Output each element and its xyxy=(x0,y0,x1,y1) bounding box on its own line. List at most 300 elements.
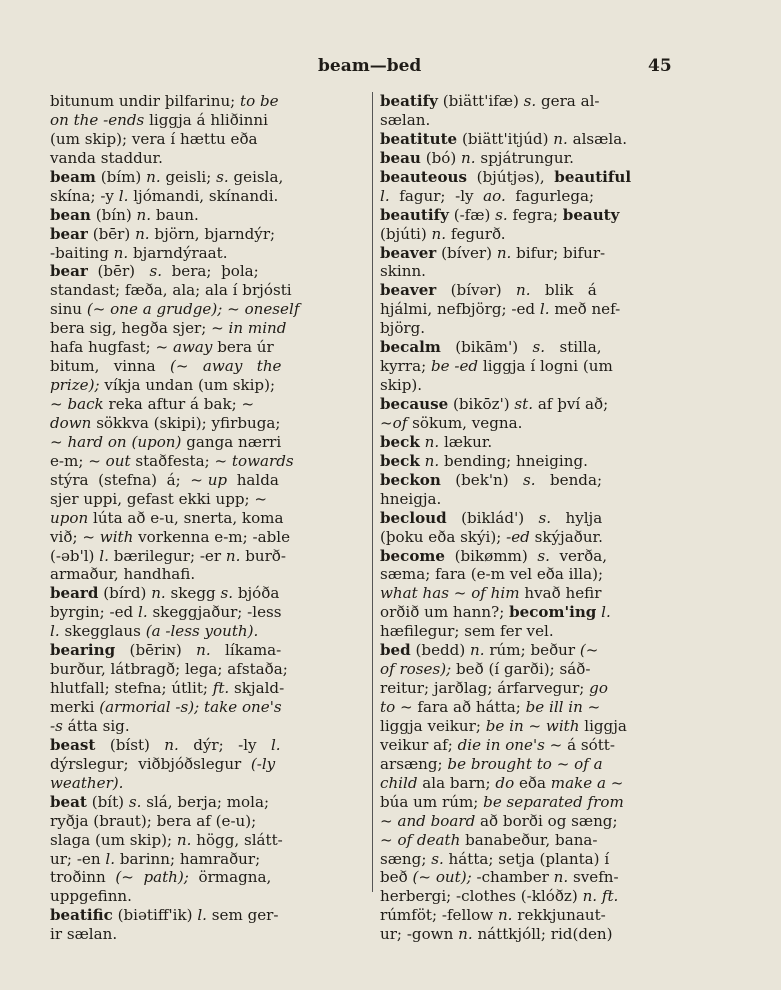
definition-text: (bek'n) xyxy=(440,470,524,489)
definition-text: -baiting xyxy=(50,243,114,262)
definition-text: (bedd) xyxy=(410,641,471,660)
definition-text: slaga (um skip); xyxy=(50,830,177,849)
text-line xyxy=(380,111,680,130)
text-line xyxy=(380,528,680,547)
text-line xyxy=(50,717,368,736)
italic-text: (~ path); xyxy=(115,868,189,887)
text-line xyxy=(50,906,368,925)
italic-text: s. xyxy=(523,92,537,110)
text-line xyxy=(380,603,680,622)
definition-text: merki xyxy=(50,698,100,716)
definition-text: bjarndýraat. xyxy=(128,243,228,262)
text-line xyxy=(50,736,368,755)
italic-text: on the -ends xyxy=(50,110,145,129)
text-line xyxy=(50,660,368,679)
definition-text: ur; -en xyxy=(50,849,106,868)
italic-text: n. xyxy=(496,243,512,262)
text-line xyxy=(380,565,680,584)
text-line xyxy=(380,736,680,755)
definition-text: á sótt- xyxy=(562,735,615,754)
definition-text: dýrslegur; viðbjóðslegur xyxy=(50,754,251,773)
text-line xyxy=(380,319,680,338)
text-line xyxy=(380,868,680,887)
text-line xyxy=(50,92,368,111)
definition-text: hylja xyxy=(551,508,603,527)
headword: beard xyxy=(50,584,99,603)
italic-text: (~ one a grudge); ~ oneself xyxy=(86,300,300,319)
definition-text: fegurð. xyxy=(446,224,506,243)
definition-text: bifur; bifur- xyxy=(511,243,606,262)
text-line xyxy=(380,206,680,225)
italic-text: l. xyxy=(105,849,116,868)
definition-text: (bjútjəs), xyxy=(467,167,555,186)
definition-text: með nef- xyxy=(549,300,621,319)
definition-text: baun. xyxy=(151,205,199,224)
definition-text: skýjaður. xyxy=(529,527,603,546)
text-line xyxy=(50,831,368,850)
text-line xyxy=(380,395,680,414)
italic-text: n. xyxy=(113,243,129,262)
definition-text: skína; -y xyxy=(50,186,119,205)
definition-text: (bikømm) xyxy=(445,546,538,565)
italic-text: n. xyxy=(470,641,485,660)
definition-text: fegra; xyxy=(507,205,563,224)
text-line xyxy=(380,774,680,793)
italic-text: l. xyxy=(118,186,129,205)
definition-text: hæfilegur; sem fer vel. xyxy=(380,622,554,641)
text-line xyxy=(380,281,680,300)
definition-text: spjátrungur. xyxy=(475,148,574,167)
headword: become xyxy=(380,546,445,565)
definition-text: reka aftur á bak; xyxy=(103,395,242,413)
text-line xyxy=(380,471,680,490)
italic-text: s. xyxy=(149,262,163,281)
headword: beauteous xyxy=(380,167,468,186)
definition-text: hjálmi, nefbjörg; -ed xyxy=(380,300,540,319)
text-line xyxy=(380,357,680,376)
text-line xyxy=(50,528,368,547)
italic-text: child xyxy=(380,773,418,792)
text-line xyxy=(380,584,680,603)
definition-text: lúta að e-u, snerta, koma xyxy=(88,508,284,527)
text-line xyxy=(380,262,680,281)
text-line xyxy=(380,887,680,906)
definition-text: liggja xyxy=(579,716,627,735)
italic-text: (armorial -s); take one's xyxy=(99,698,282,716)
definition-text: fara að hátta; xyxy=(412,698,526,716)
definition-text: veikur af; xyxy=(380,735,458,754)
text-line xyxy=(50,433,368,452)
italic-text: ~ away xyxy=(155,338,213,357)
text-line xyxy=(380,452,680,471)
definition-text: sökum, vegna. xyxy=(407,413,523,432)
italic-text: go xyxy=(589,679,608,698)
definition-text: verða, xyxy=(549,546,608,565)
definition-text: (bikām') xyxy=(440,338,533,357)
definition-text: stýra (stefna) á; xyxy=(50,470,191,489)
italic-text: s. xyxy=(538,508,552,527)
headword: bean xyxy=(50,205,91,224)
text-line xyxy=(50,319,368,338)
text-line xyxy=(380,92,680,111)
italic-text: be ill in ~ xyxy=(525,698,601,716)
definition-text: (biklád') xyxy=(446,508,539,527)
definition-text: örmagna, xyxy=(188,868,272,887)
italic-text: (~ away the xyxy=(169,357,282,376)
definition-text: (biätt'itjúd) xyxy=(457,129,554,148)
definition-text: skegglaus xyxy=(59,622,146,641)
italic-text: n. xyxy=(424,451,440,470)
definition-text: byrgin; -ed xyxy=(50,603,138,622)
italic-text: n. xyxy=(164,735,179,754)
italic-text: what has ~ of him xyxy=(380,584,520,603)
italic-text: be separated from xyxy=(483,792,624,811)
text-line xyxy=(50,357,368,376)
headword: beat xyxy=(50,792,87,811)
text-line xyxy=(380,793,680,812)
text-line xyxy=(380,509,680,528)
definition-text: bitunum undir þilfarinu; xyxy=(50,92,241,110)
definition-text: náttkjóll; rid(den) xyxy=(472,925,613,944)
definition-text: (biətiff'ik) xyxy=(112,906,198,925)
definition-text: bera; þola; xyxy=(162,262,259,281)
definition-text: liggja í logni (um xyxy=(478,357,613,376)
definition-text: (bít) xyxy=(86,792,129,811)
text-line xyxy=(50,414,368,433)
italic-text: l. xyxy=(197,906,207,925)
text-line xyxy=(50,887,368,906)
italic-text: n. xyxy=(458,925,473,944)
definition-text: bitum, vinna xyxy=(50,357,170,376)
italic-text: ~ of death xyxy=(380,830,461,849)
definition-text: geisli; xyxy=(160,167,217,186)
text-line xyxy=(380,187,680,206)
definition-text: sökkva (skipi); yfirbuga; xyxy=(91,413,281,432)
italic-text: n. xyxy=(424,432,440,451)
italic-text: n. ft. xyxy=(582,887,619,906)
definition-text: bending; hneiging. xyxy=(439,451,588,470)
definition-text: uppgefinn. xyxy=(50,887,132,906)
italic-text: ft. xyxy=(212,679,230,698)
text-line xyxy=(380,490,680,509)
text-line xyxy=(380,338,680,357)
italic-text: ~ with xyxy=(82,527,134,546)
definition-text: benda; xyxy=(535,470,603,489)
italic-text: to ~ xyxy=(380,698,413,716)
text-line xyxy=(50,584,368,603)
italic-text: die in one's ~ xyxy=(457,735,563,754)
text-line xyxy=(50,395,368,414)
definition-text: (bēr) xyxy=(87,262,150,281)
definition-text: e-m; xyxy=(50,451,89,470)
definition-text: (bíver) xyxy=(436,243,497,262)
definition-text: sinu xyxy=(50,300,87,319)
italic-text: s. xyxy=(216,167,229,186)
headword: beatitute xyxy=(380,129,458,148)
definition-text: bera úr xyxy=(212,338,274,357)
definition-text: víkja undan (um skip); xyxy=(99,376,276,395)
text-line xyxy=(50,622,368,641)
italic-text: ~ hard on (upon) xyxy=(50,432,182,451)
text-line xyxy=(50,698,368,717)
definition-text: standast; fæða, ala; ala í brjósti xyxy=(50,281,292,300)
definition-text: armaður, handhafi. xyxy=(50,565,196,584)
definition-text: ur; -gown xyxy=(380,925,459,944)
italic-text: s. xyxy=(532,338,546,357)
text-line xyxy=(50,206,368,225)
definition-text: (bín) xyxy=(90,205,137,224)
definition-text: stilla, xyxy=(545,338,602,357)
headword: beck xyxy=(380,432,420,451)
right-column xyxy=(380,92,680,944)
definition-text: við; xyxy=(50,527,83,546)
definition-text: beð (í garði); sáð- xyxy=(451,660,591,679)
italic-text: prize); xyxy=(50,376,100,395)
italic-text: -ed xyxy=(506,527,530,546)
definition-text: dýr; -ly xyxy=(178,735,271,754)
definition-text: (bēr) xyxy=(87,224,136,243)
headword: bear xyxy=(50,262,88,281)
definition-text: (-fæ) xyxy=(448,205,496,224)
definition-text: hátta; setja (planta) í xyxy=(443,849,610,868)
italic-text: (~ xyxy=(579,641,599,660)
italic-text: to be xyxy=(240,92,279,110)
definition-text: sæng; xyxy=(380,849,432,868)
definition-text: skegg xyxy=(165,584,221,603)
text-line xyxy=(380,300,680,319)
text-line xyxy=(50,774,368,793)
left-column xyxy=(50,92,368,944)
text-line xyxy=(380,679,680,698)
definition-text: bjóða xyxy=(233,584,280,603)
text-line xyxy=(50,281,368,300)
definition-text: kyrra; xyxy=(380,357,431,376)
definition-text: skjald- xyxy=(229,679,285,698)
definition-text: ir sælan. xyxy=(50,925,118,944)
definition-text: beð xyxy=(380,868,413,887)
headword: bearing xyxy=(50,641,116,660)
text-line xyxy=(380,755,680,774)
text-line xyxy=(50,149,368,168)
page-number: 45 xyxy=(648,56,672,76)
definition-text: geisla, xyxy=(228,167,284,186)
text-line xyxy=(50,452,368,471)
text-line xyxy=(380,641,680,660)
text-line xyxy=(50,603,368,622)
definition-text: (bó) xyxy=(420,148,462,167)
definition-text: gera al- xyxy=(536,92,600,110)
definition-text: blik á xyxy=(530,281,597,300)
definition-text: banabeður, bana- xyxy=(460,830,598,849)
definition-text: troðinn xyxy=(50,868,116,887)
headword: beam xyxy=(50,167,96,186)
definition-text: björg. xyxy=(380,319,426,338)
italic-text: n. xyxy=(431,224,447,243)
definition-text: liggja á hliðinni xyxy=(144,110,268,129)
definition-text: rúm; beður xyxy=(484,641,580,660)
definition-text: hvað hefir xyxy=(519,584,602,603)
definition-text: skip). xyxy=(380,376,423,395)
definition-text: sem ger- xyxy=(207,906,279,925)
definition-text: arsæng; xyxy=(380,754,448,773)
headword: beaver xyxy=(380,243,437,262)
definition-text: sæma; fara (e-m vel eða illa); xyxy=(380,565,604,584)
text-line xyxy=(50,111,368,130)
text-line xyxy=(380,925,680,944)
italic-text: make a ~ xyxy=(550,773,624,792)
definition-text: staðfesta; xyxy=(130,451,215,470)
text-line xyxy=(50,868,368,887)
text-line xyxy=(380,547,680,566)
definition-text: búa um rúm; xyxy=(380,792,484,811)
text-line xyxy=(380,906,680,925)
definition-text: rúmföt; -fellow xyxy=(380,906,498,925)
italic-text: st. xyxy=(514,395,534,413)
definition-text: (bíst) xyxy=(95,735,165,754)
italic-text: n. xyxy=(176,830,192,849)
definition-text: (bikōz') xyxy=(448,395,515,413)
definition-text: átta sig. xyxy=(62,716,130,735)
definition-text: hafa hugfast; xyxy=(50,338,156,357)
headword: beau xyxy=(380,148,421,167)
headword: beckon xyxy=(380,470,441,489)
text-line xyxy=(50,641,368,660)
italic-text: l. xyxy=(270,735,281,754)
text-line xyxy=(50,925,368,944)
text-line xyxy=(50,168,368,187)
column-divider xyxy=(372,92,373,892)
italic-text: ~ xyxy=(241,395,255,413)
text-line xyxy=(380,850,680,869)
text-line xyxy=(50,130,368,149)
italic-text: n. xyxy=(146,167,161,186)
definition-text: (um skip); vera í hættu eða xyxy=(50,129,258,148)
text-line xyxy=(380,717,680,736)
italic-text: ~of xyxy=(380,413,408,432)
text-line xyxy=(50,679,368,698)
headword: bed xyxy=(380,641,411,660)
definition-text: herbergi; -clothes (-klóðz) xyxy=(380,887,583,906)
headword: beauty xyxy=(562,205,620,224)
text-line xyxy=(380,376,680,395)
definition-text: bærilegur; -er xyxy=(108,546,226,565)
italic-text: n. xyxy=(135,224,150,243)
text-line xyxy=(50,812,368,831)
italic-text: n. xyxy=(516,281,531,300)
italic-text: n. xyxy=(553,129,568,148)
definition-text: halda xyxy=(227,470,279,489)
definition-text: að borði og sæng; xyxy=(475,811,618,830)
text-line xyxy=(50,509,368,528)
definition-text: björn, bjarndýr; xyxy=(149,224,276,243)
text-line xyxy=(50,490,368,509)
definition-text: líkama- xyxy=(210,641,282,660)
italic-text: ~ out xyxy=(88,451,131,470)
page-header xyxy=(0,56,781,80)
italic-text: s. xyxy=(523,470,536,489)
italic-text: be brought to ~ of a xyxy=(447,754,603,773)
definition-text: hlutfall; stefna; útlit; xyxy=(50,679,213,698)
text-line xyxy=(50,793,368,812)
definition-text: ganga nærri xyxy=(181,432,282,451)
text-line xyxy=(380,168,680,187)
text-line xyxy=(50,565,368,584)
definition-text: orðið um hann?; xyxy=(380,603,510,622)
definition-text: (bēriɴ) xyxy=(115,641,197,660)
text-line xyxy=(380,225,680,244)
text-line xyxy=(50,547,368,566)
definition-text: ryðja (braut); bera af (e-u); xyxy=(50,811,257,830)
headword: beatific xyxy=(50,906,113,925)
italic-text: (a -less youth). xyxy=(145,622,259,641)
text-line xyxy=(380,660,680,679)
definition-text: skinn. xyxy=(380,262,426,281)
italic-text: n. xyxy=(553,868,569,887)
text-line xyxy=(380,149,680,168)
text-line xyxy=(50,187,368,206)
definition-text: slá, berja; mola; xyxy=(141,792,270,811)
definition-text: (bívər) xyxy=(436,281,516,300)
running-title: beam—bed xyxy=(318,56,422,76)
definition-text: vorkenna e-m; -able xyxy=(133,527,291,546)
italic-text: l. xyxy=(601,603,611,622)
italic-text: s. xyxy=(495,205,508,224)
definition-text: rekkjunaut- xyxy=(512,906,606,925)
italic-text: of roses); xyxy=(380,660,452,679)
definition-text: liggja veikur; xyxy=(380,716,486,735)
text-line xyxy=(50,338,368,357)
italic-text: n. xyxy=(136,205,152,224)
headword: becalm xyxy=(380,338,441,357)
text-line xyxy=(380,414,680,433)
definition-text: sjer uppi, gefast ekki upp; xyxy=(50,489,255,508)
italic-text: weather). xyxy=(50,773,124,792)
definition-text: fagurlega; xyxy=(505,186,595,205)
text-line xyxy=(380,812,680,831)
italic-text: n. xyxy=(196,641,211,660)
definition-text: högg, slátt- xyxy=(191,830,283,849)
definition-text: reitur; jarðlag; árfarvegur; xyxy=(380,679,590,698)
italic-text: do xyxy=(495,773,515,792)
italic-text: l. xyxy=(380,186,390,205)
definition-text: ljómandi, skínandi. xyxy=(128,186,279,205)
headword: beautify xyxy=(380,205,449,224)
definition-text: (bím) xyxy=(95,167,147,186)
italic-text: down xyxy=(50,413,92,432)
text-line xyxy=(380,622,680,641)
text-line xyxy=(380,698,680,717)
definition-text: (bírd) xyxy=(98,584,152,603)
definition-text: af því að; xyxy=(533,395,609,413)
text-line xyxy=(50,376,368,395)
definition-text: alsæla. xyxy=(567,129,627,148)
italic-text: (~ out); xyxy=(412,868,472,887)
headword: beck xyxy=(380,451,420,470)
italic-text: l. xyxy=(99,546,109,565)
definition-text: skeggjaður; -less xyxy=(147,603,282,622)
italic-text: be in ~ with xyxy=(485,716,580,735)
text-line xyxy=(380,831,680,850)
italic-text: n. xyxy=(151,584,166,603)
text-line xyxy=(50,471,368,490)
definition-text: ala barn; xyxy=(417,773,496,792)
headword: becom'ing xyxy=(509,603,597,622)
text-line xyxy=(380,130,680,149)
italic-text: s. xyxy=(537,546,550,565)
definition-text: hneigja. xyxy=(380,489,442,508)
text-line xyxy=(380,433,680,452)
text-line xyxy=(50,262,368,281)
